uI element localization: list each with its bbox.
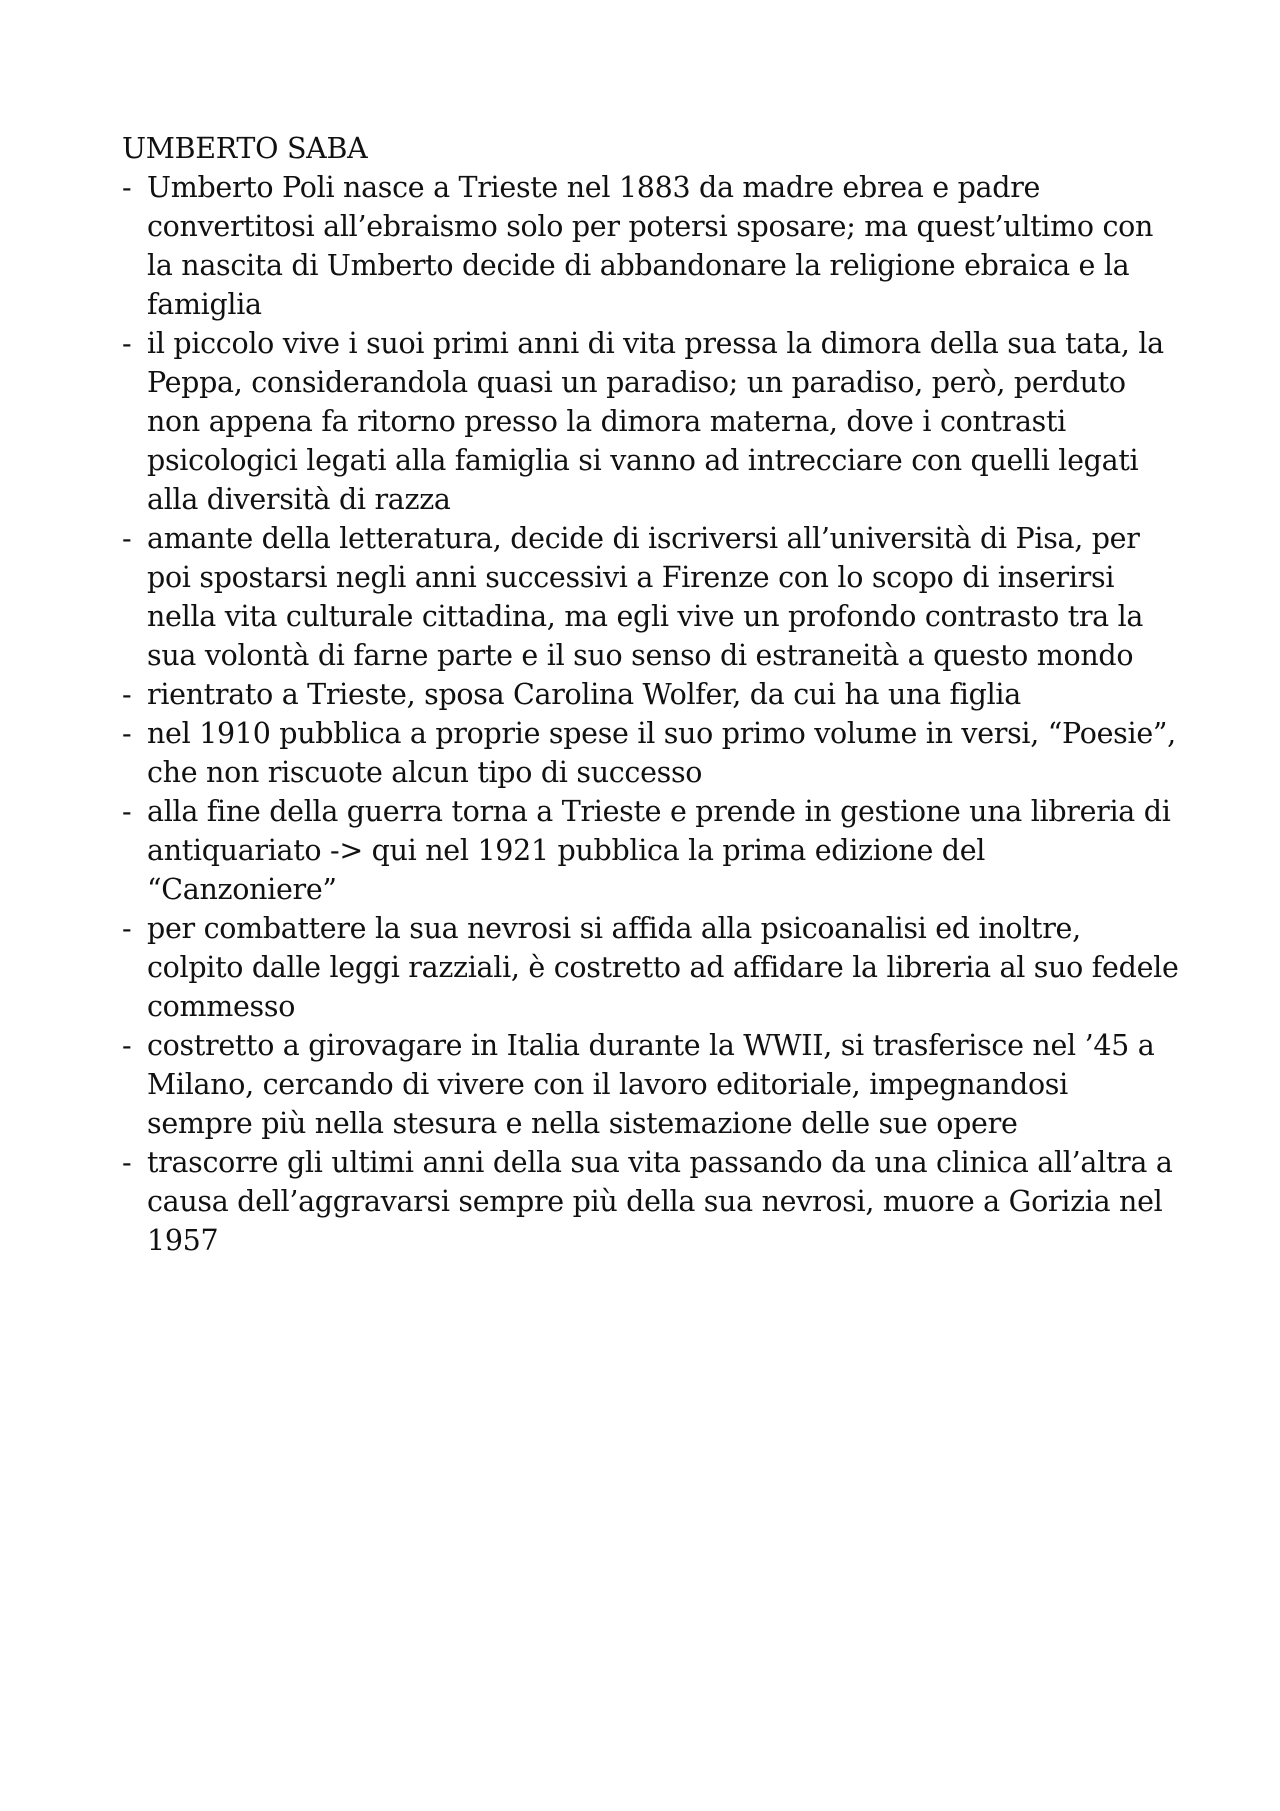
bullet-marker: - [122, 717, 132, 750]
bullet-marker: - [122, 1146, 132, 1179]
bullet-marker: - [122, 522, 132, 555]
list-item [122, 675, 1182, 714]
bullet-marker: - [122, 327, 132, 360]
list-item-text: costretto a girovagare in Italia durante la WWII, si trasferisce nel ’45 a Milano, cercando di vivere con il lavoro editoriale, impegnandosi sempre più nella stesura e nella sistemazione delle sue opere [147, 1029, 1155, 1140]
document-title: UMBERTO SABA [122, 132, 368, 165]
bullet-marker: - [122, 1029, 132, 1062]
bullet-marker: - [122, 171, 132, 204]
list-item-text: il piccolo vive i suoi primi anni di vita pressa la dimora della sua tata, la Peppa, considerandola quasi un paradiso; un paradiso, però, perduto non appena fa ritorno presso la dimora materna, dove i contrasti psicologici legati alla famiglia si vanno ad intrecciare con quelli legati alla diversità di razza [147, 327, 1164, 516]
bullet-marker: - [122, 678, 132, 711]
list-item [122, 168, 1182, 324]
list-item [122, 1026, 1182, 1143]
list-item [122, 324, 1182, 519]
document-body [122, 129, 1182, 1260]
list-item-text: trascorre gli ultimi anni della sua vita passando da una clinica all’altra a causa dell’aggravarsi sempre più della sua nevrosi, muore a Gorizia nel 1957 [147, 1146, 1173, 1257]
list-item-text: rientrato a Trieste, sposa Carolina Wolfer, da cui ha una figlia [147, 678, 1021, 711]
list-item-text: per combattere la sua nevrosi si affida alla psicoanalisi ed inoltre, colpito dalle leggi razziali, è costretto ad affidare la libreria al suo fedele commesso [147, 912, 1179, 1023]
list-item [122, 519, 1182, 675]
bullet-marker: - [122, 795, 132, 828]
bullet-marker: - [122, 912, 132, 945]
list-item [122, 909, 1182, 1026]
list-item [122, 792, 1182, 909]
list-item [122, 714, 1182, 792]
list-item [122, 1143, 1182, 1260]
list-item-text: nel 1910 pubblica a proprie spese il suo primo volume in versi, “Poesie”, che non riscuote alcun tipo di successo [147, 717, 1176, 789]
list-item-text: Umberto Poli nasce a Trieste nel 1883 da madre ebrea e padre convertitosi all’ebraismo solo per potersi sposare; ma quest’ultimo con la nascita di Umberto decide di abbandonare la religione ebraica e la famiglia [147, 171, 1154, 321]
list-item-text: amante della letteratura, decide di iscriversi all’università di Pisa, per poi spostarsi negli anni successivi a Firenze con lo scopo di inserirsi nella vita culturale cittadina, ma egli vive un profondo contrasto tra la sua volontà di farne parte e il suo senso di estraneità a questo mondo [147, 522, 1144, 672]
list-item-text: alla fine della guerra torna a Trieste e prende in gestione una libreria di antiquariato -> qui nel 1921 pubblica la prima edizione del “Canzoniere” [147, 795, 1171, 906]
bullet-list [122, 168, 1182, 1260]
